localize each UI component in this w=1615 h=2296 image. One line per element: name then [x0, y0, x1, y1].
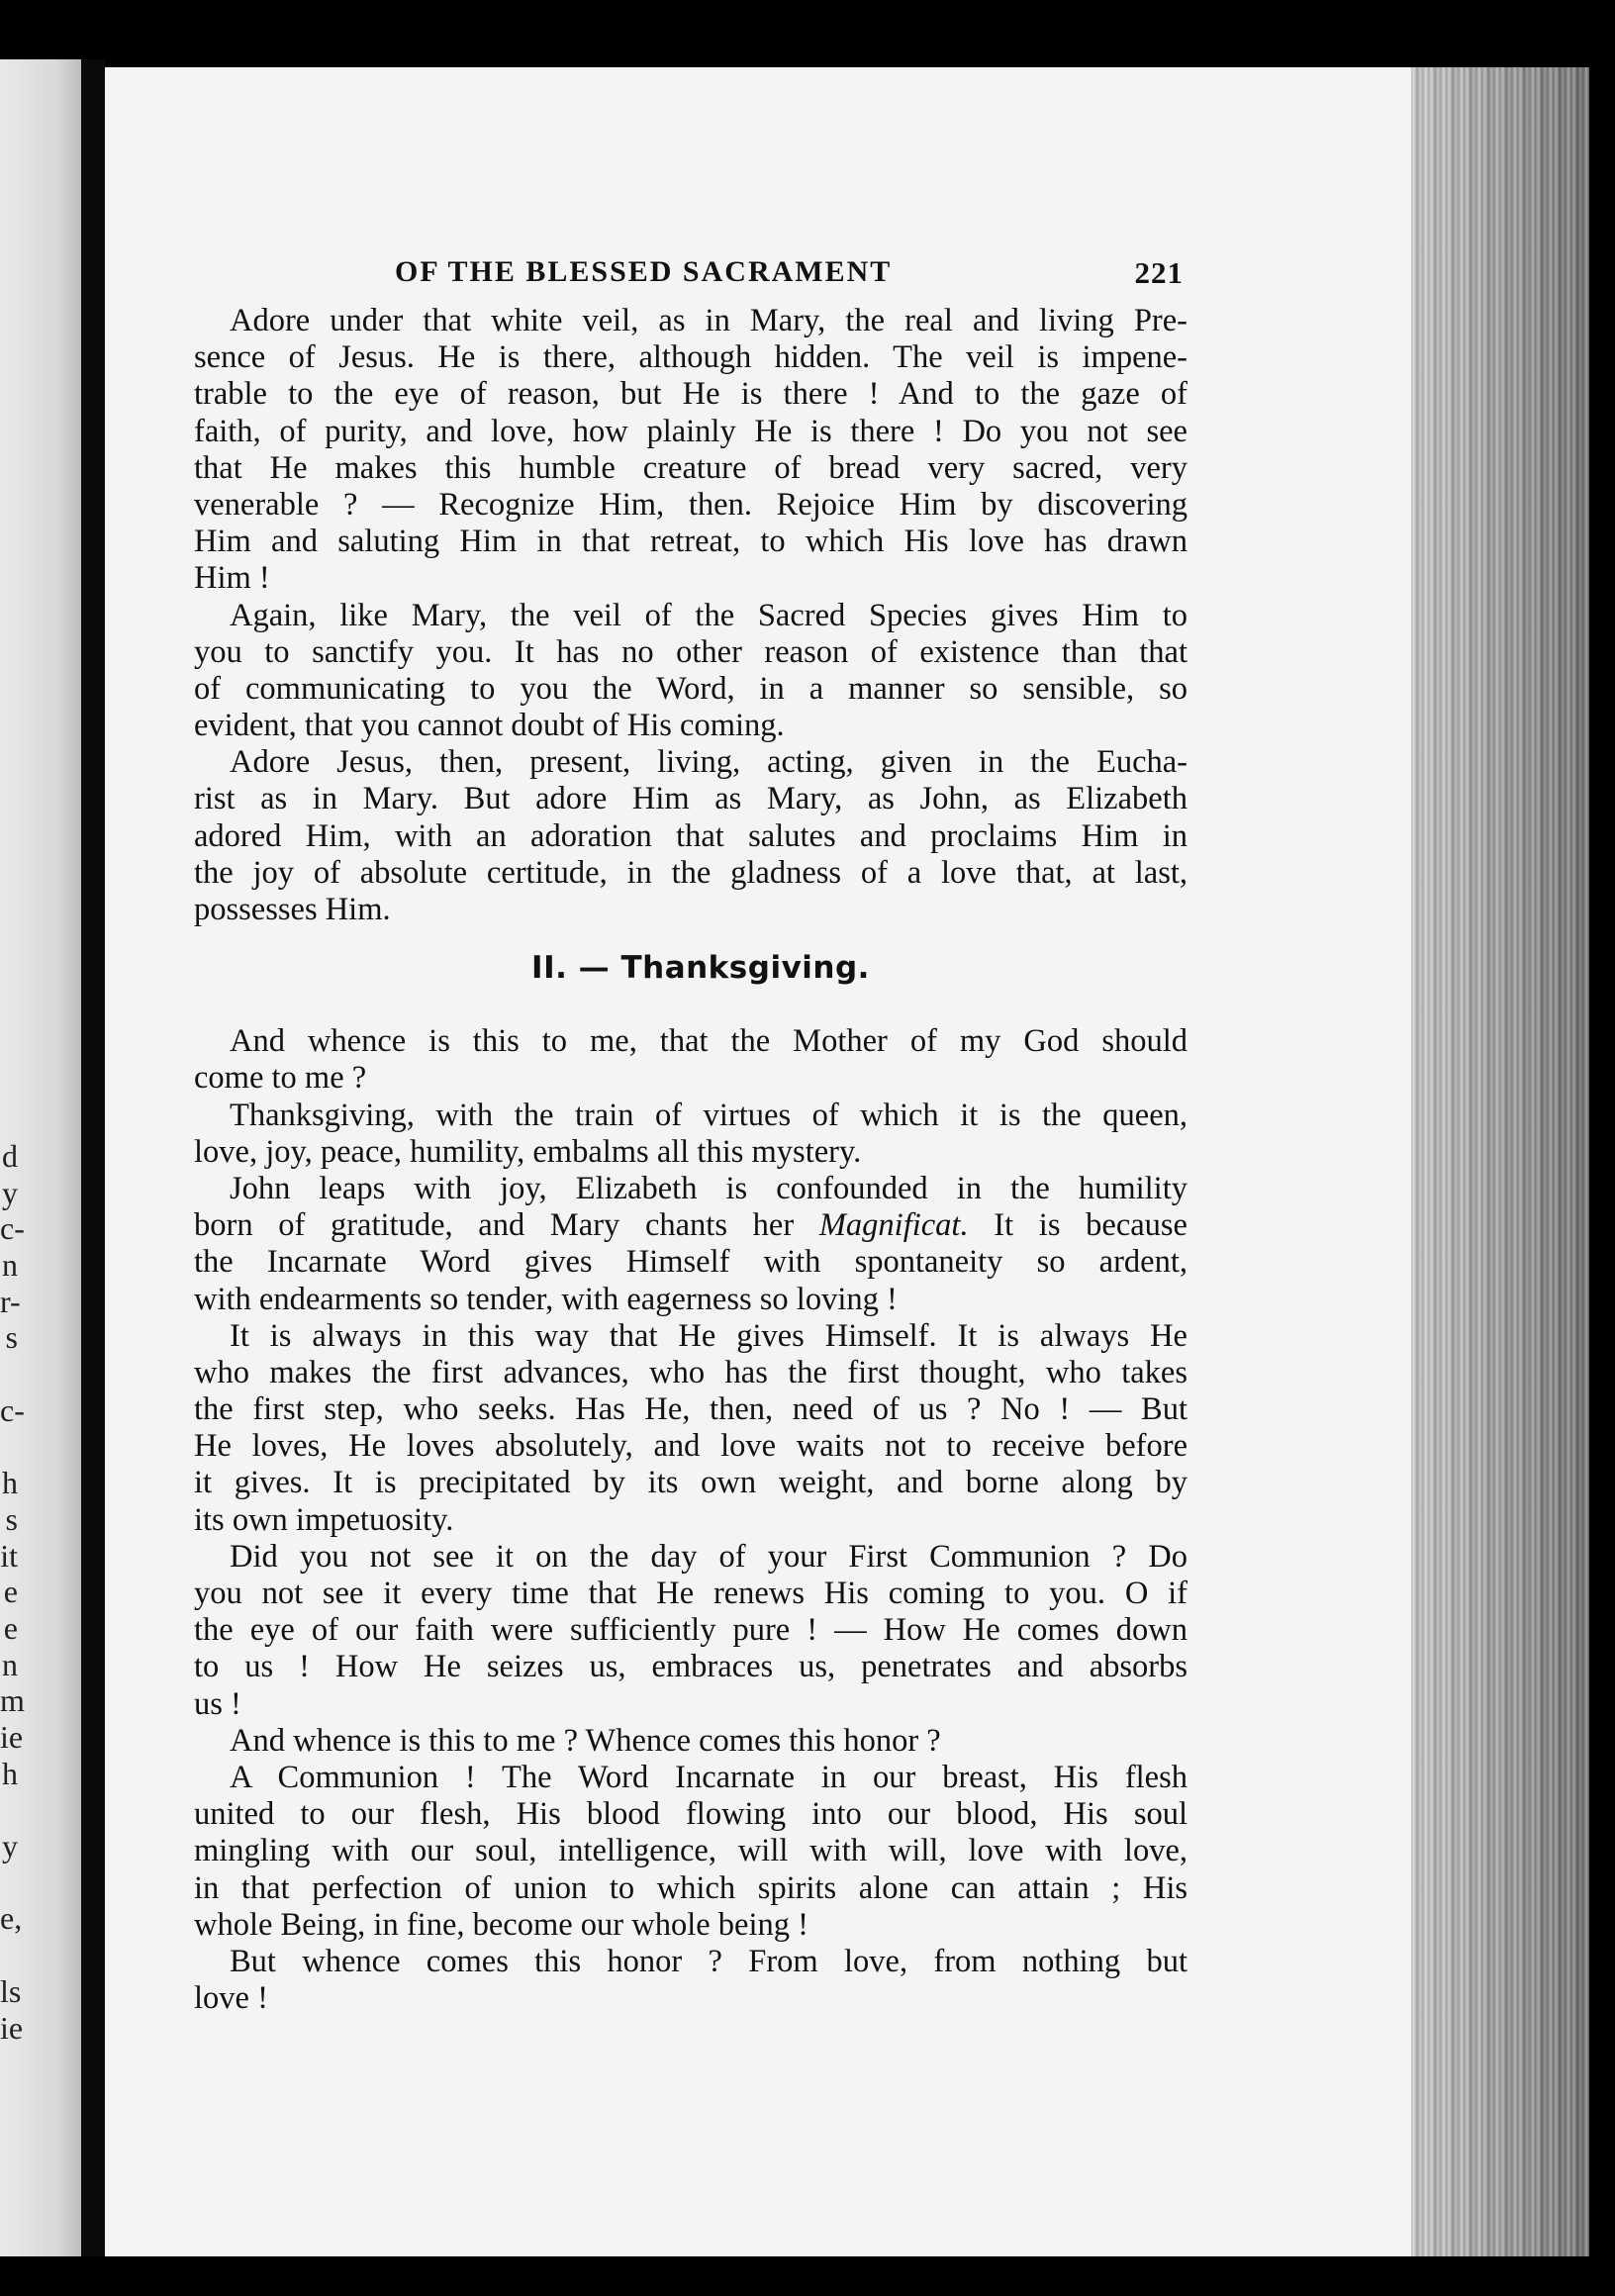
- left-page-fragment: r-: [0, 1283, 21, 1319]
- text-line: trable to the eye of reason, but He is there ! And to the gaze of: [194, 376, 1188, 413]
- book-gutter: [81, 59, 105, 2256]
- section-heading-text: II. — Thanksgiving.: [531, 950, 870, 987]
- paragraph: [194, 1171, 1188, 1318]
- text-line: possesses Him.: [194, 892, 391, 927]
- text-line: sence of Jesus. He is there, although hidden. The veil is impene-: [194, 339, 1188, 376]
- left-page-fragment: [0, 1791, 81, 1828]
- text-line: But whence comes this honor ? From love, from nothing but: [230, 1943, 1188, 1979]
- left-page-fragment: m: [0, 1682, 25, 1719]
- paragraph: [194, 1760, 1188, 1944]
- left-page-fragment: e: [3, 1574, 18, 1610]
- left-page-fragment: c-: [0, 1210, 25, 1247]
- left-page-fragment: ls: [0, 1972, 22, 2009]
- paragraph: [194, 1023, 1188, 1097]
- paragraph: [194, 1944, 1188, 2017]
- running-title: OF THE BLESSED SACRAMENT: [395, 255, 893, 288]
- text-line: rist as in Mary. But adore Him as Mary, as John, as Elizabeth: [194, 781, 1188, 817]
- text-line: born of gratitude, and Mary chants her Magnificat. It is because: [194, 1207, 1188, 1244]
- left-page-fragment: s: [5, 1319, 18, 1356]
- running-head: [194, 255, 1188, 295]
- page-text-block: [194, 255, 1188, 2017]
- text-line: you to sanctify you. It has no other reason of existence than that: [194, 633, 1188, 670]
- left-page-fragment: [0, 1429, 81, 1466]
- text-line: He loves, He loves absolutely, and love waits not to receive before: [194, 1428, 1188, 1465]
- left-page-text-fragments: [0, 1138, 81, 2046]
- text-line: you not see it every time that He renews His coming to you. O if: [194, 1576, 1188, 1611]
- left-page-fragment: c-: [0, 1391, 25, 1428]
- text-line: John leaps with joy, Elizabeth is confounded in the humility: [230, 1170, 1188, 1206]
- text-line: And whence is this to me ? Whence comes this honor ?: [230, 1722, 941, 1759]
- left-page-fragment: [0, 1356, 81, 1392]
- left-page-fragment: [0, 1937, 81, 1973]
- left-page-fragment: ie: [0, 1719, 24, 1755]
- text-line: Again, like Mary, the veil of the Sacred Species gives Him to: [230, 597, 1188, 633]
- paragraph: [194, 598, 1188, 745]
- text-line: who makes the first advances, who has the first thought, who takes: [194, 1354, 1188, 1390]
- left-page-fragment: y: [2, 1828, 18, 1865]
- left-page-fragment: ie: [0, 2009, 24, 2046]
- text-line: the Incarnate Word gives Himself with spontaneity so ardent,: [194, 1244, 1188, 1281]
- text-line: mingling with our soul, intelligence, will with will, love with love,: [194, 1833, 1188, 1869]
- paragraph: [194, 1539, 1188, 1723]
- left-page-fragment: h: [2, 1755, 18, 1791]
- section-adoration-text: [194, 303, 1188, 928]
- text-line: in that perfection of union to which spirits alone can attain ; His: [194, 1869, 1188, 1906]
- paragraph: [194, 1318, 1188, 1539]
- text-line: And whence is this to me, that the Mother of my God should: [230, 1023, 1188, 1060]
- text-line: the joy of absolute certitude, in the gladness of a love that, at last,: [194, 854, 1188, 891]
- page-edges: [1411, 67, 1589, 2256]
- left-page-fragment: it: [0, 1537, 18, 1574]
- text-line: united to our flesh, His blood flowing into our blood, His soul: [194, 1796, 1188, 1833]
- text-line: Adore Jesus, then, present, living, acting, given in the Eucha-: [230, 744, 1188, 781]
- paragraph: [194, 744, 1188, 928]
- paragraph: [194, 1723, 1188, 1760]
- left-page-edge: [0, 59, 81, 2256]
- text-line: Adore under that white veil, as in Mary, the real and living Pre-: [230, 303, 1188, 338]
- left-page-fragment: [0, 1865, 81, 1901]
- text-line: faith, of purity, and love, how plainly He is there ! Do you not see: [194, 413, 1188, 449]
- text-line: it gives. It is precipitated by its own weight, and borne along by: [194, 1465, 1188, 1501]
- section-thanksgiving-text: [194, 1023, 1188, 2017]
- page-number: 221: [1134, 255, 1184, 290]
- text-line: come to me ?: [194, 1060, 367, 1097]
- text-line: its own impetuosity.: [194, 1501, 454, 1538]
- left-page-fragment: n: [2, 1646, 18, 1682]
- section-heading: [194, 938, 1188, 1000]
- text-line: Him !: [194, 560, 270, 597]
- text-line: the eye of our faith were sufficiently pure ! — How He comes down: [194, 1612, 1188, 1649]
- paragraph: [194, 303, 1188, 598]
- left-page-fragment: e,: [0, 1900, 23, 1937]
- left-page-fragment: h: [2, 1465, 18, 1501]
- text-line: Thanksgiving, with the train of virtues of which it is the queen,: [230, 1097, 1188, 1133]
- text-line: A Communion ! The Word Incarnate in our breast, His flesh: [230, 1759, 1188, 1795]
- text-line: It is always in this way that He gives Himself. It is always He: [230, 1317, 1188, 1354]
- text-line: us !: [194, 1685, 241, 1722]
- left-page-fragment: y: [2, 1174, 18, 1210]
- text-line: of communicating to you the Word, in a manner so sensible, so: [194, 670, 1188, 707]
- text-line: the first step, who seeks. Has He, then, need of us ? No ! — But: [194, 1391, 1188, 1428]
- left-page-fragment: s: [5, 1500, 18, 1537]
- text-line: Him and saluting Him in that retreat, to which His love has drawn: [194, 524, 1188, 560]
- text-line: love !: [194, 1980, 268, 2017]
- text-line: with endearments so tender, with eagerness so loving !: [194, 1281, 898, 1317]
- left-page-fragment: d: [2, 1138, 18, 1174]
- text-line: evident, that you cannot doubt of His coming.: [194, 708, 785, 744]
- text-line: Did you not see it on the day of your First Communion ? Do: [230, 1538, 1188, 1575]
- paragraph: [194, 1098, 1188, 1171]
- italic-title: Magnificat.: [818, 1207, 969, 1244]
- text-line: whole Being, in fine, become our whole being !: [194, 1906, 808, 1943]
- text-line: that He makes this humble creature of bread very sacred, very: [194, 449, 1188, 486]
- text-line: love, joy, peace, humility, embalms all this mystery.: [194, 1133, 862, 1170]
- text-line: to us ! How He seizes us, embraces us, penetrates and absorbs: [194, 1649, 1188, 1685]
- text-line: adored Him, with an adoration that salutes and proclaims Him in: [194, 817, 1188, 854]
- left-page-fragment: e: [3, 1609, 18, 1646]
- left-page-fragment: n: [2, 1247, 18, 1284]
- text-line: venerable ? — Recognize Him, then. Rejoice Him by discovering: [194, 486, 1188, 523]
